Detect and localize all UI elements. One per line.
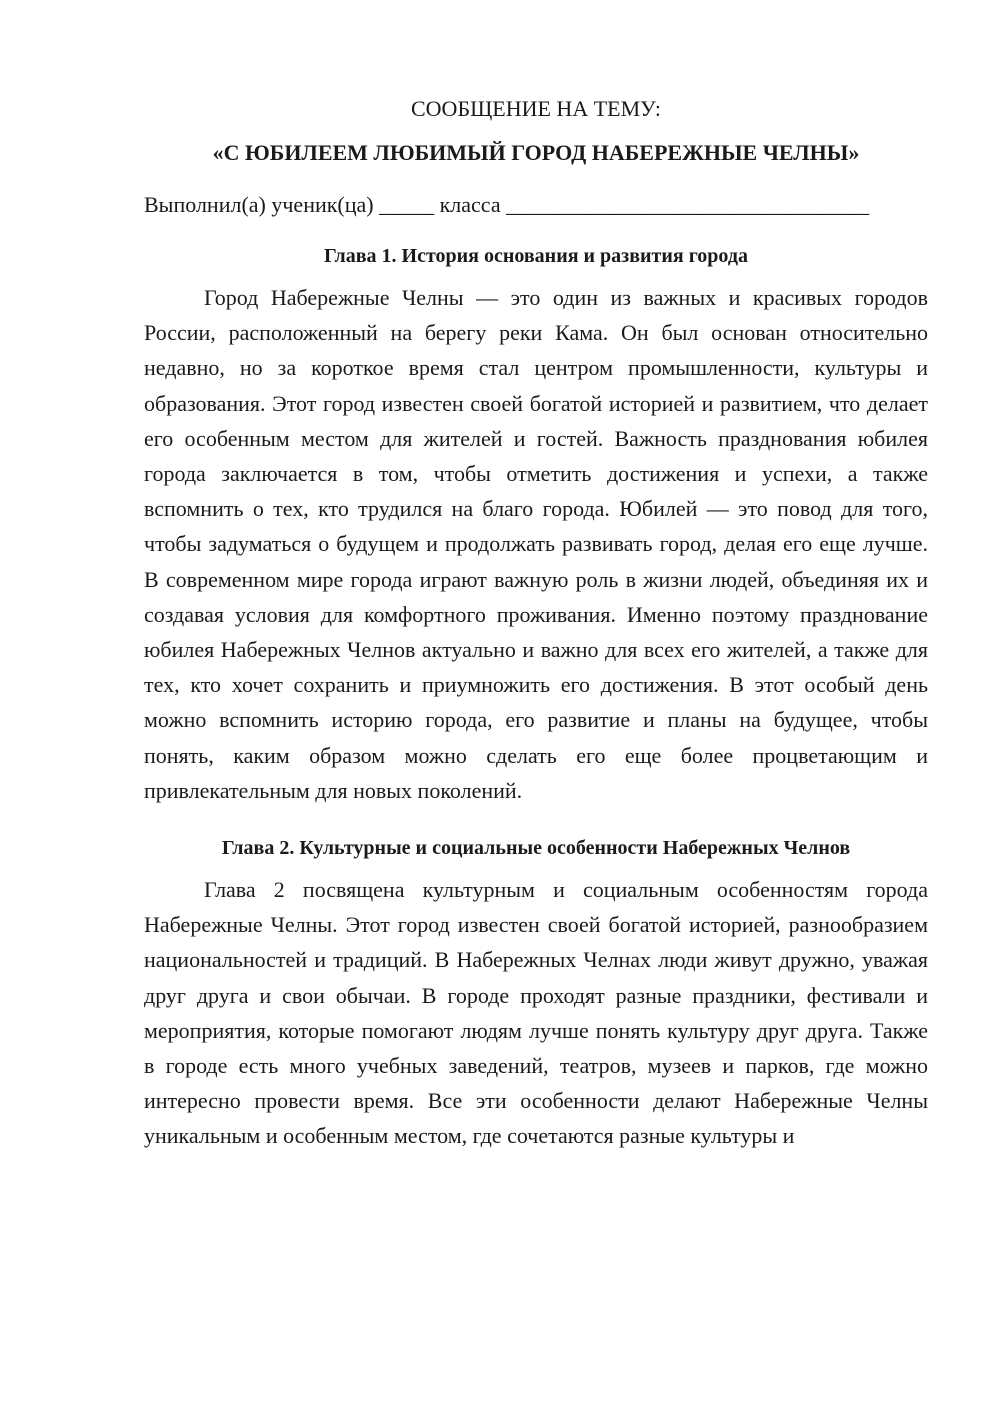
document-title: СООБЩЕНИЕ НА ТЕМУ: [411, 96, 661, 121]
chapter-1-heading: Глава 1. История основания и развития города [324, 245, 748, 267]
chapter-1-paragraph: Город Набережные Челны — это один из важных и красивых городов России, расположенный на берегу реки Кама. Он был основан относительно недавно, но за короткое время стал центром промышленности, культуры и образования. Этот город известен своей богатой историей и развитием, что делает его особенным местом для жителей и гостей. Важность празднования юбилея города заключается в том, чтобы отметить достижения и успехи, а также вспомнить о тех, кто трудился на благо города. Юбилей — это повод для того, чтобы задуматься о будущем и продолжать развивать город, делая его еще лучше. В современном мире города играют важную роль в жизни людей, объединяя их и создавая условия для комфортного проживания. Именно поэтому празднование юбилея Набережных Челнов актуально и важно для всех его жителей, а также для тех, кто хочет сохранить и приумножить его достижения. В этот особый день можно вспомнить историю города, его развитие и планы на будущее, чтобы понять, каким образом можно сделать его еще более процветающим и привлекательным для новых поколений. [144, 285, 928, 803]
chapter-2-paragraph: Глава 2 посвящена культурным и социальным особенностям города Набережные Челны. Этот город известен своей богатой историей, разнообразием национальностей и традиций. В Набережных Челнах люди живут дружно, уважая друг друга и свои обычаи. В городе проходят разные праздники, фестивали и мероприятия, которые помогают людям лучше понять культуру друг друга. Также в городе есть много учебных заведений, театров, музеев и парков, где можно интересно провести время. Все эти особенности делают Набережные Челны уникальным и особенным местом, где сочетаются разные культуры и [144, 877, 928, 1149]
document-page [144, 92, 928, 1154]
document-subtitle: «С ЮБИЛЕЕМ ЛЮБИМЫЙ ГОРОД НАБЕРЕЖНЫЕ ЧЕЛНЫ» [212, 140, 860, 165]
author-line: Выполнил(а) ученик(ца) _____ класса _________________________________ [144, 192, 870, 217]
chapter-2-heading: Глава 2. Культурные и социальные особенности Набережных Челнов [221, 837, 851, 860]
